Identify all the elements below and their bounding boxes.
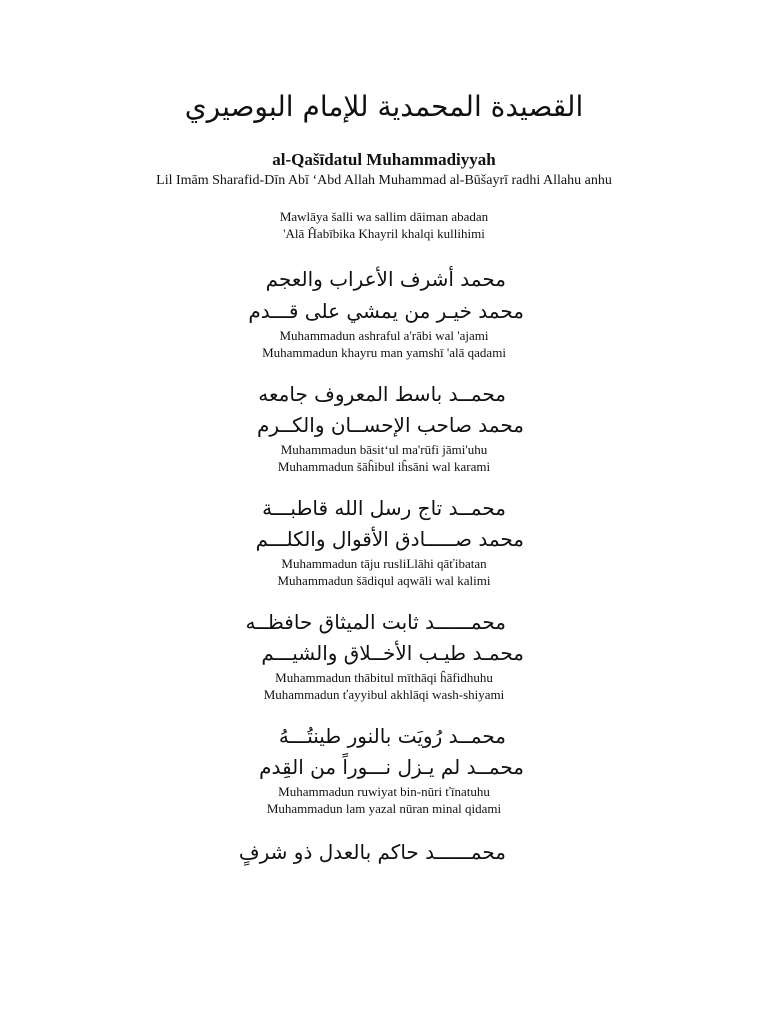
stanza-4-arabic-1: محمــــــد ثابت الميثاق حافظــه [245, 610, 506, 634]
stanza-6-arabic-1: محمــــــد حاكم بالعدل ذو شرفٍ [238, 840, 506, 864]
stanza-4-arabic-2: محمـد طيـب الأخــلاق والشيـــم [261, 641, 524, 665]
stanza-5-arabic-1: محمــد رُويَت بالنور طينتُـــهُ [278, 724, 506, 748]
stanza-1-latin-2: Muhammadun khayru man yamshī 'alā qadami [262, 345, 506, 360]
stanza-1-latin-1: Muhammadun ashraful a'rābi wal 'ajami [279, 328, 489, 343]
stanza-4-latin-1: Muhammadun thābitul mīthāqi ĥāfidhuhu [275, 670, 493, 685]
subtitle: Lil Imām Sharafid-Dīn Abī ʻAbd Allah Muhammad al-Būšayrī radhi Allahu anhu [156, 173, 612, 188]
stanza-2-latin-1: Muhammadun bāsitʻul ma'rūfi jāmi'uhu [280, 442, 488, 457]
stanza-2-arabic-2: محمد صاحب الإحســان والكــرم [257, 413, 524, 437]
stanza-4-latin-2: Muhammadun ťayyibul akhlāqi wash-shiyami [263, 687, 505, 702]
stanza-3-arabic-2: محمد صـــــادق الأقوال والكلـــم [255, 527, 524, 551]
stanza-3-latin-2: Muhammadun šādiqul aqwāli wal kalimi [277, 573, 491, 588]
stanza-3-latin-1: Muhammadun tāju rusliLlāhi qāťibatan [281, 556, 487, 571]
stanza-5-latin-2: Muhammadun lam yazal nūran minal qidami [266, 801, 502, 816]
stanza-2-arabic-1: محمــد باسط المعروف جامعه [258, 382, 506, 406]
stanza-5-latin-1: Muhammadun ruwiyat bin-nūri ťīnatuhu [278, 784, 490, 799]
stanza-5-arabic-2: محمــد لم يـزل نـــوراً من القِدم [259, 755, 524, 779]
refrain-line-2: 'Alā Ĥabībika Khayril khalqi kullihimi [283, 226, 485, 241]
stanza-3-arabic-1: محمــد تاج رسل الله قاطبـــة [262, 496, 506, 520]
arabic-title: القصيدة المحمدية للإمام البوصيري [184, 90, 584, 123]
stanza-2-latin-2: Muhammadun šāĥibul iĥsāni wal karami [277, 459, 491, 474]
stanza-1-arabic-1: محمد أشرف الأعراب والعجم [265, 267, 506, 291]
refrain-line-1: Mawlāya šalli wa sallim dāiman abadan [279, 209, 489, 224]
latin-title: al-Qašīdatul Muhammadiyyah [272, 150, 496, 169]
stanza-1-arabic-2: محمد خيـر من يمشي على قـــدم [248, 299, 524, 323]
